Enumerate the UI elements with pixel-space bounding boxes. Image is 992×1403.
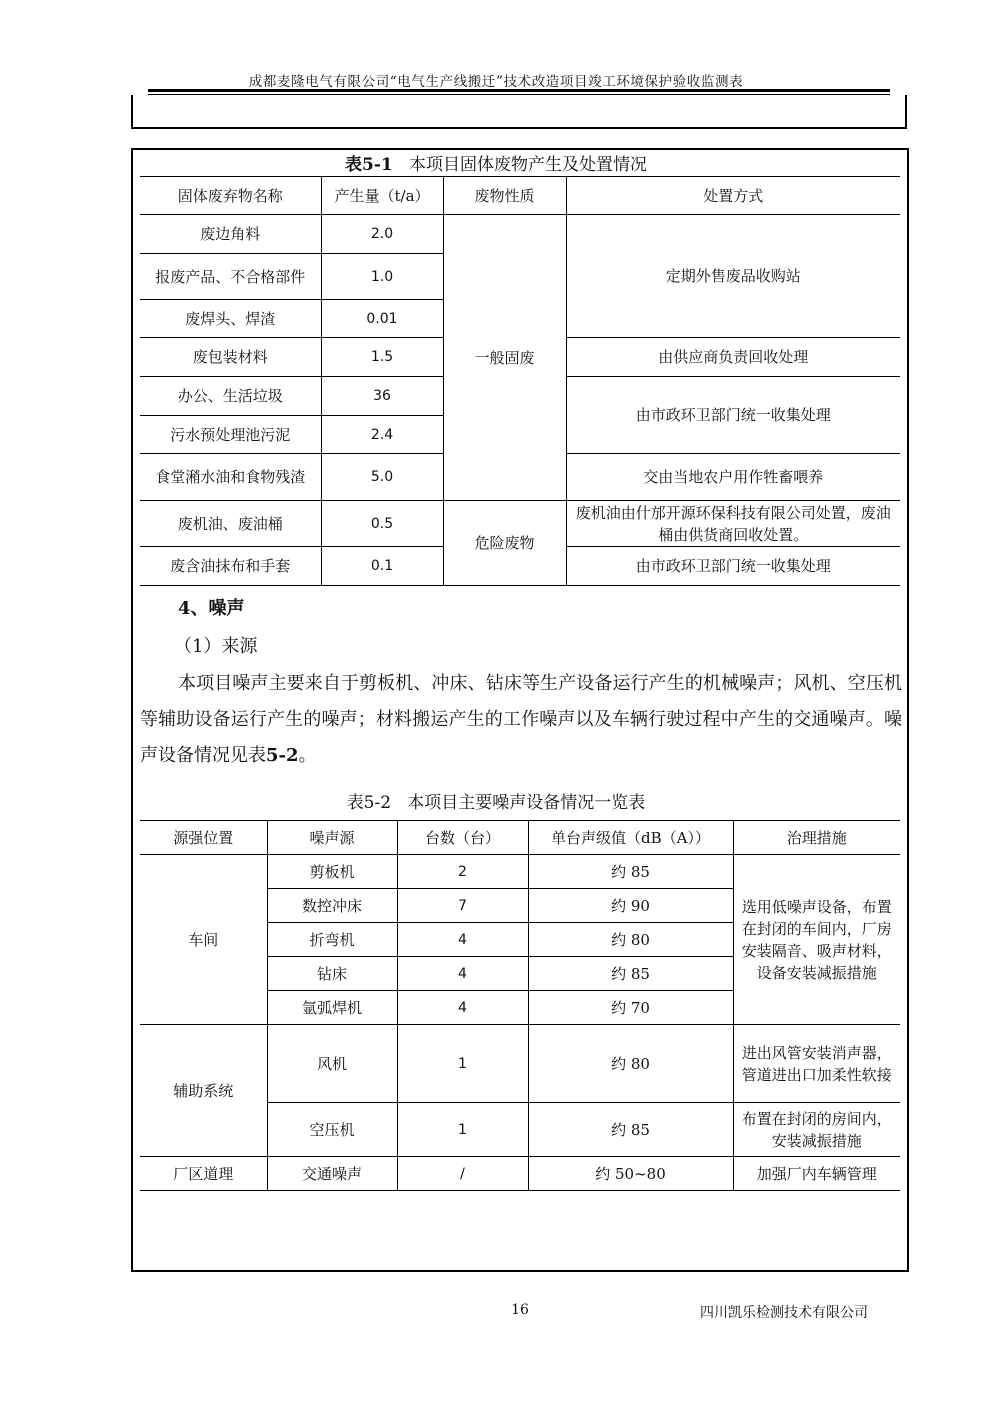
sound-level: 约 85 [528, 855, 733, 889]
waste-qty: 1.0 [321, 254, 443, 300]
disposal-method: 交由当地农户用作牲畜喂养 [566, 454, 900, 501]
header-cell: 源强位置 [140, 821, 267, 855]
noise-source: 折弯机 [267, 923, 397, 957]
noise-source: 风机 [267, 1025, 397, 1103]
waste-name: 废包装材料 [140, 338, 321, 377]
unit-count: 7 [397, 889, 528, 923]
continued-box [131, 95, 907, 129]
disposal-method: 由市政环卫部门统一收集处理 [566, 547, 900, 586]
waste-nature: 危险废物 [443, 501, 566, 586]
waste-qty: 0.01 [321, 300, 443, 338]
header-cell: 废物性质 [443, 177, 566, 215]
source-location: 厂区道理 [140, 1157, 267, 1191]
sound-level: 约 85 [528, 957, 733, 991]
control-measure: 加强厂内车辆管理 [733, 1157, 900, 1191]
noise-source: 交通噪声 [267, 1157, 397, 1191]
disposal-method: 由供应商负责回收处理 [566, 338, 900, 377]
body-paragraph: 本项目噪声主要来自于剪板机、冲床、钻床等生产设备运行产生的机械噪声；风机、空压机等辅助设备运行产生的噪声；材料搬运产生的工作噪声以及车辆行驶过程中产生的交通噪声。噪声设备情况见表5-2。 [140, 673, 902, 766]
waste-name: 污水预处理池污泥 [140, 416, 321, 454]
waste-qty: 0.5 [321, 501, 443, 547]
waste-qty: 36 [321, 377, 443, 416]
waste-name: 废含油抹布和手套 [140, 547, 321, 586]
source-location: 辅助系统 [140, 1025, 267, 1157]
waste-name: 废边角料 [140, 215, 321, 254]
sound-level: 约 70 [528, 991, 733, 1025]
noise-source: 空压机 [267, 1103, 397, 1157]
waste-qty: 1.5 [321, 338, 443, 377]
sound-level: 约 50~80 [528, 1157, 733, 1191]
waste-qty: 2.0 [321, 215, 443, 254]
table-header-row [140, 821, 900, 855]
control-measure: 选用低噪声设备，布置在封闭的车间内，厂房安装隔音、吸声材料，设备安装减振措施 [733, 855, 900, 1025]
unit-count: 4 [397, 991, 528, 1025]
unit-count: 1 [397, 1103, 528, 1157]
header-rule-thick [148, 89, 890, 92]
header-cell: 固体废弃物名称 [140, 177, 321, 215]
waste-nature: 一般固废 [443, 215, 566, 501]
waste-name: 废机油、废油桶 [140, 501, 321, 547]
unit-count: 2 [397, 855, 528, 889]
unit-count: 4 [397, 957, 528, 991]
section-heading: 4、噪声 [178, 598, 245, 619]
noise-source: 数控冲床 [267, 889, 397, 923]
sound-level: 约 85 [528, 1103, 733, 1157]
solid-waste-table [140, 176, 900, 586]
waste-qty: 2.4 [321, 416, 443, 454]
table2-caption: 表5-2 本项目主要噪声设备情况一览表 [346, 793, 646, 813]
control-measure: 布置在封闭的房间内，安装减振措施 [733, 1103, 900, 1157]
sound-level: 约 90 [528, 889, 733, 923]
header-cell: 产生量（t/a） [321, 177, 443, 215]
waste-name: 食堂潲水油和食物残渣 [140, 454, 321, 501]
header-cell: 治理措施 [733, 821, 900, 855]
disposal-method: 由市政环卫部门统一收集处理 [566, 377, 900, 454]
table-row [140, 501, 900, 547]
waste-name: 办公、生活垃圾 [140, 377, 321, 416]
noise-source: 钻床 [267, 957, 397, 991]
header-cell: 噪声源 [267, 821, 397, 855]
table-row [140, 855, 900, 889]
unit-count: / [397, 1157, 528, 1191]
footer-company: 四川凯乐检测技术有限公司 [700, 1305, 868, 1321]
table-row [140, 1025, 900, 1103]
table-row [140, 215, 900, 254]
disposal-method: 废机油由什邡开源环保科技有限公司处置，废油桶由供货商回收处置。 [566, 501, 900, 547]
header-cell: 单台声级值（dB（A）） [528, 821, 733, 855]
noise-equipment-table [140, 820, 900, 1191]
page-header: 成都麦隆电气有限公司“电气生产线搬迁”技术改造项目竣工环境保护验收监测表 [248, 74, 744, 90]
table-header-row [140, 177, 900, 215]
disposal-method: 定期外售废品收购站 [566, 215, 900, 338]
table-row [140, 1157, 900, 1191]
source-location: 车间 [140, 855, 267, 1025]
sound-level: 约 80 [528, 1025, 733, 1103]
control-measure: 进出风管安装消声器，管道进出口加柔性软接 [733, 1025, 900, 1103]
page-number: 16 [511, 1302, 529, 1318]
noise-source: 剪板机 [267, 855, 397, 889]
header-cell: 台数（台） [397, 821, 528, 855]
subsection-heading: （1）来源 [174, 636, 258, 657]
noise-source: 氩弧焊机 [267, 991, 397, 1025]
waste-qty: 0.1 [321, 547, 443, 586]
sound-level: 约 80 [528, 923, 733, 957]
unit-count: 1 [397, 1025, 528, 1103]
header-cell: 处置方式 [566, 177, 900, 215]
unit-count: 4 [397, 923, 528, 957]
waste-qty: 5.0 [321, 454, 443, 501]
waste-name: 废焊头、焊渣 [140, 300, 321, 338]
table1-caption: 表5-1 本项目固体废物产生及处置情况 [345, 155, 647, 175]
waste-name: 报废产品、不合格部件 [140, 254, 321, 300]
